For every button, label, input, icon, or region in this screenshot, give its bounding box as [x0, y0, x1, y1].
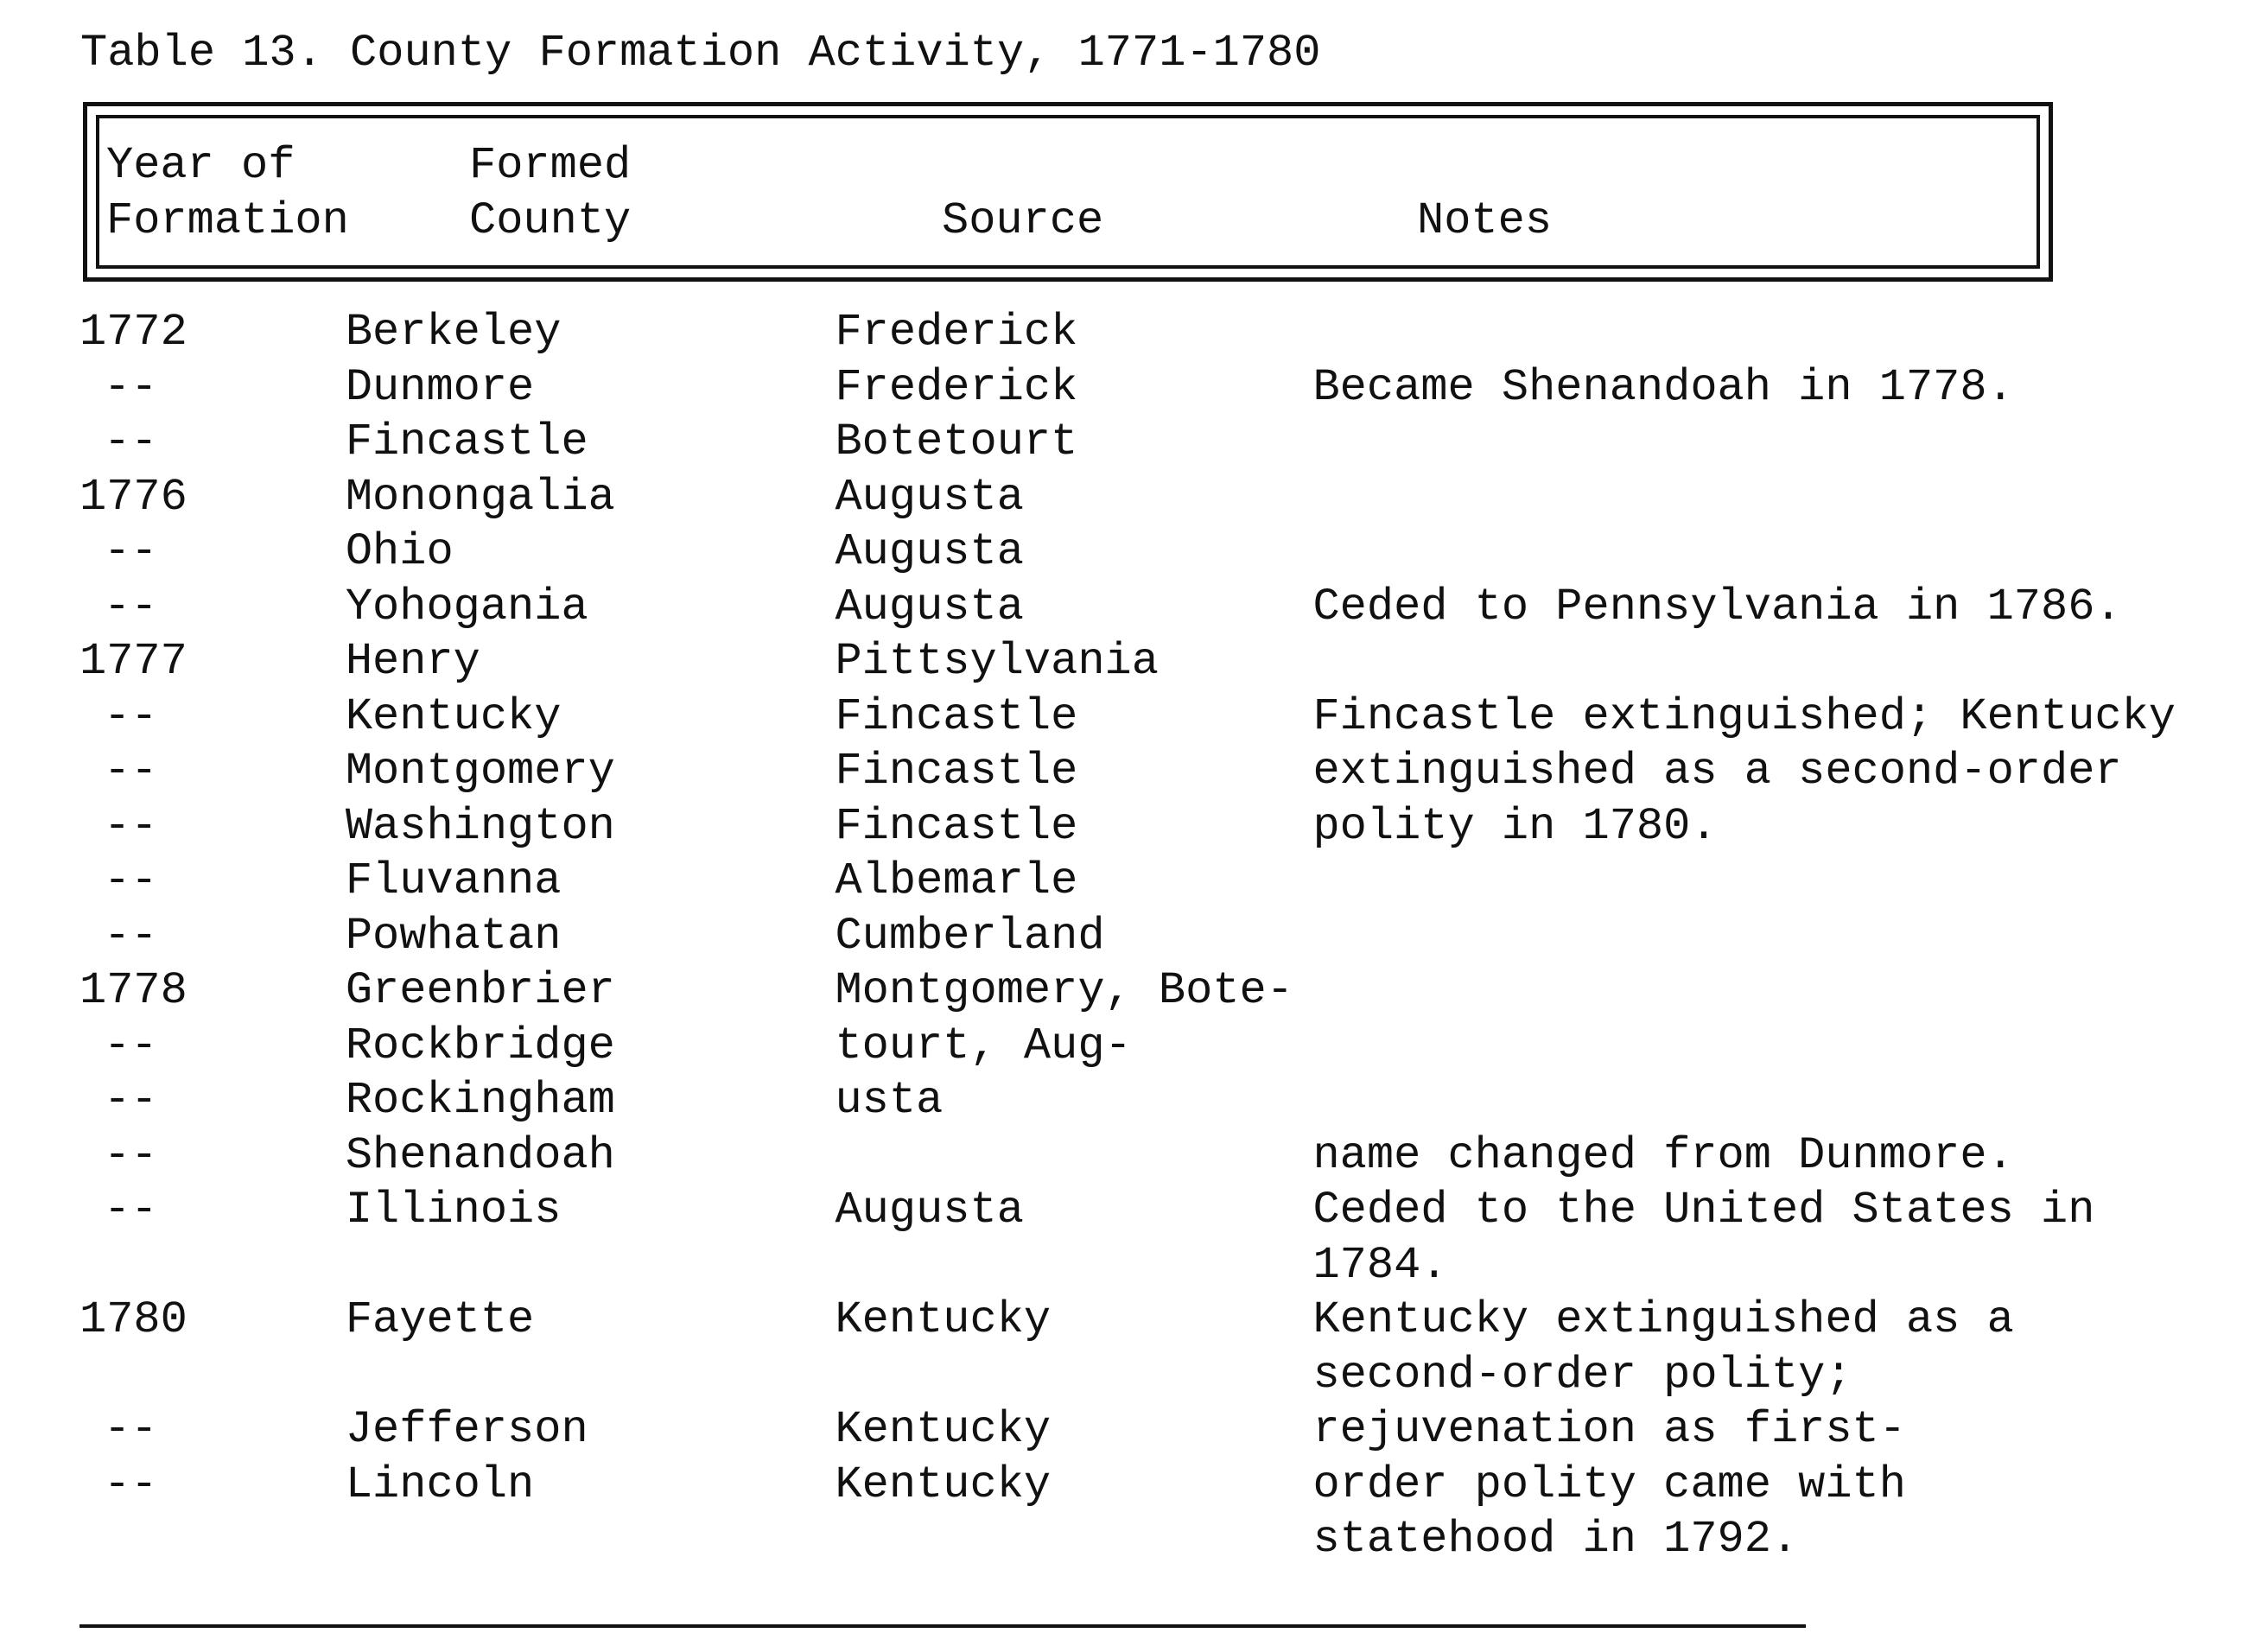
year-cell: 1780	[79, 1294, 187, 1345]
notes-cell: Ceded to Pennsylvania in 1786.	[1312, 581, 2122, 632]
source-cell: Augusta	[835, 526, 1024, 577]
header-formed-county: Formed County	[469, 140, 632, 246]
table-row	[79, 524, 2243, 580]
table-row	[79, 1019, 2243, 1074]
notes-cell	[1312, 415, 2243, 470]
notes-cell	[1312, 963, 2243, 1019]
county-formation-table	[79, 305, 2243, 1567]
notes-cell: Fincastle extinguished; Kentucky	[1312, 690, 2176, 742]
year-cell: --	[104, 1458, 158, 1510]
source-cell: Albemarle	[835, 855, 1078, 906]
county-cell: Henry	[345, 636, 480, 687]
year-cell: 1777	[79, 636, 187, 687]
county-cell	[346, 1348, 836, 1403]
county-cell: Dunmore	[345, 361, 535, 413]
notes-cell: Ceded to the United States in	[1312, 1185, 2095, 1236]
source-cell: Pittsylvania	[835, 636, 1159, 687]
county-cell: Fayette	[345, 1294, 535, 1345]
table-row	[79, 1128, 2243, 1184]
source-cell	[835, 1128, 1312, 1184]
table-row	[79, 1402, 2243, 1458]
source-cell: tourt, Aug-	[835, 1020, 1132, 1071]
county-cell: Rockingham	[345, 1075, 615, 1126]
year-cell: --	[104, 800, 158, 852]
year-cell: --	[104, 1020, 158, 1071]
table-row	[79, 689, 2243, 745]
header-source: Source	[942, 195, 1104, 246]
source-cell: Frederick	[835, 361, 1078, 413]
county-cell: Montgomery	[345, 746, 615, 797]
table-title: Table 13. County Formation Activity, 1771-1780	[80, 28, 1321, 79]
source-cell: Fincastle	[835, 690, 1078, 742]
table-row	[79, 854, 2243, 909]
year-cell: --	[104, 526, 158, 577]
county-cell: Illinois	[345, 1185, 562, 1236]
notes-cell: Kentucky extinguished as a	[1312, 1294, 2014, 1345]
notes-cell	[1312, 854, 2243, 909]
year-cell: --	[104, 1129, 158, 1181]
county-cell: Lincoln	[345, 1458, 535, 1510]
notes-cell	[1312, 470, 2243, 525]
notes-cell: second-order polity;	[1312, 1349, 1852, 1401]
notes-cell	[1312, 909, 2243, 964]
table-row	[79, 744, 2243, 799]
source-cell: Augusta	[835, 581, 1024, 632]
county-cell	[346, 1238, 836, 1293]
county-cell: Ohio	[345, 526, 454, 577]
table-row	[79, 1293, 2243, 1348]
table-row	[79, 360, 2243, 416]
source-cell: Augusta	[835, 471, 1024, 523]
table-row	[79, 580, 2243, 635]
notes-cell: order polity came with	[1312, 1458, 1906, 1510]
year-cell: 1772	[79, 307, 187, 358]
table-row	[79, 415, 2243, 470]
year-cell	[79, 1238, 346, 1293]
header-year-of-formation: Year of Formation	[106, 140, 349, 246]
source-cell: Kentucky	[835, 1294, 1052, 1345]
table-row	[79, 799, 2243, 855]
county-cell: Monongalia	[345, 471, 615, 523]
county-cell: Kentucky	[345, 690, 562, 742]
notes-cell	[1312, 634, 2243, 689]
source-cell: Cumberland	[835, 910, 1105, 962]
table-row	[79, 909, 2243, 964]
source-cell	[835, 1348, 1312, 1403]
table-row	[79, 1348, 2243, 1403]
table-row	[79, 1183, 2243, 1238]
header-notes: Notes	[1417, 195, 1553, 246]
year-cell: --	[104, 416, 158, 467]
year-cell: --	[104, 746, 158, 797]
year-cell: --	[104, 910, 158, 962]
county-cell: Washington	[345, 800, 615, 852]
table-row	[79, 963, 2243, 1019]
year-cell: --	[104, 361, 158, 413]
source-cell: Frederick	[835, 307, 1078, 358]
county-cell: Berkeley	[345, 307, 562, 358]
notes-cell: extinguished as a second-order	[1312, 746, 2122, 797]
table-row	[79, 1073, 2243, 1128]
notes-cell	[1312, 305, 2243, 360]
table-header-box	[83, 102, 2053, 282]
notes-cell: 1784.	[1312, 1239, 1448, 1291]
year-cell: --	[104, 690, 158, 742]
source-cell: Montgomery, Bote-	[835, 965, 1293, 1016]
source-cell: Augusta	[835, 1185, 1024, 1236]
county-cell: Shenandoah	[345, 1129, 615, 1181]
table-row	[79, 634, 2243, 689]
year-cell: --	[104, 855, 158, 906]
county-cell: Powhatan	[345, 910, 562, 962]
source-cell: Fincastle	[835, 800, 1078, 852]
table-row	[79, 1238, 2243, 1293]
county-cell: Rockbridge	[345, 1020, 615, 1071]
year-cell: 1778	[79, 965, 187, 1016]
notes-cell	[1312, 524, 2243, 580]
source-cell: Kentucky	[835, 1458, 1052, 1510]
notes-cell: polity in 1780.	[1312, 800, 1718, 852]
source-cell	[835, 1512, 1312, 1567]
county-cell: Jefferson	[345, 1404, 588, 1455]
county-cell: Yohogania	[345, 581, 588, 632]
county-cell	[346, 1512, 836, 1567]
table-row	[79, 1458, 2243, 1513]
notes-cell	[1312, 1019, 2243, 1074]
county-cell: Fincastle	[345, 416, 588, 467]
county-cell: Fluvanna	[345, 855, 562, 906]
table-row	[79, 1512, 2243, 1567]
source-cell: usta	[835, 1075, 944, 1126]
notes-cell: rejuvenation as first-	[1312, 1404, 1906, 1455]
source-cell	[835, 1238, 1312, 1293]
table-row	[79, 470, 2243, 525]
notes-cell: Became Shenandoah in 1778.	[1312, 361, 2014, 413]
table-body	[79, 305, 2243, 1567]
county-cell: Greenbrier	[345, 965, 615, 1016]
source-cell: Botetourt	[835, 416, 1078, 467]
year-cell: --	[104, 1185, 158, 1236]
year-cell: --	[104, 581, 158, 632]
table-bottom-rule	[79, 1624, 1806, 1628]
year-cell: 1776	[79, 471, 187, 523]
notes-cell: name changed from Dunmore.	[1312, 1129, 2014, 1181]
year-cell	[79, 1512, 346, 1567]
table-row	[79, 305, 2243, 360]
notes-cell	[1312, 1073, 2243, 1128]
source-cell: Kentucky	[835, 1404, 1052, 1455]
year-cell: --	[104, 1075, 158, 1126]
year-cell: --	[104, 1404, 158, 1455]
year-cell	[79, 1348, 346, 1403]
source-cell: Fincastle	[835, 746, 1078, 797]
notes-cell: statehood in 1792.	[1312, 1514, 1799, 1565]
